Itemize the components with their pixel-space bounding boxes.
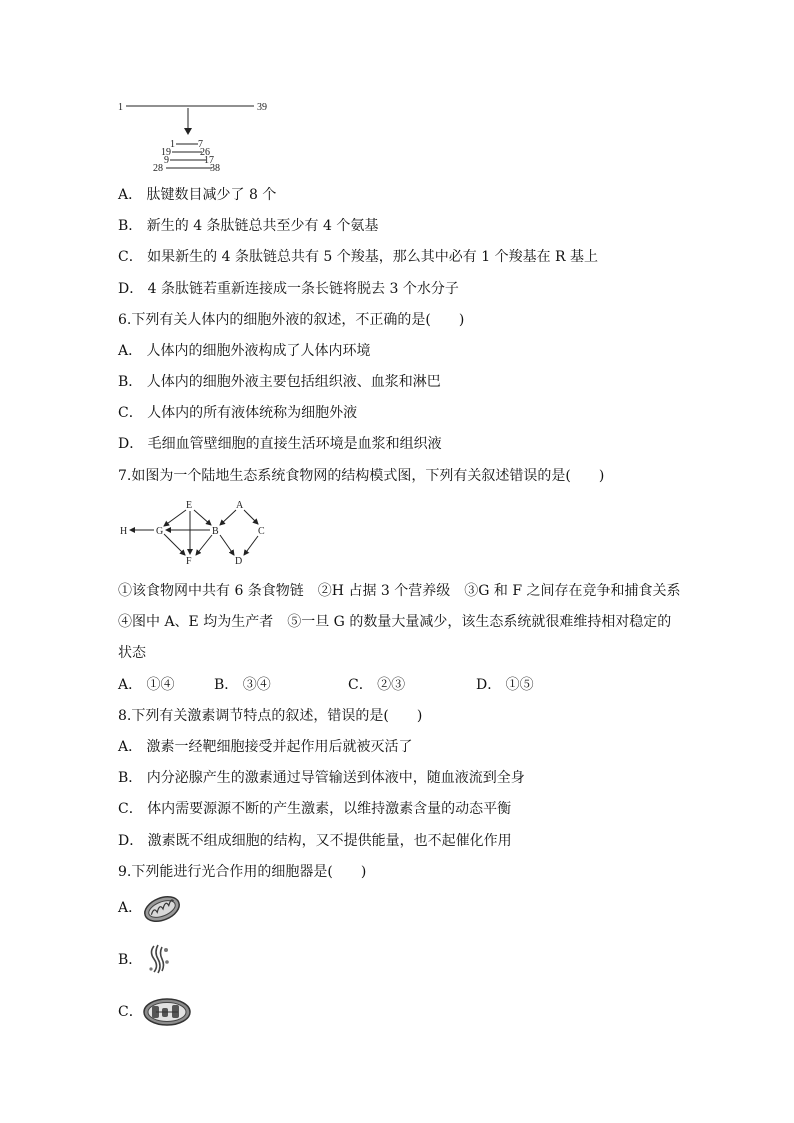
arrow-head — [184, 128, 192, 135]
q5-option-a: A． 肽键数目减少了 8 个 — [118, 187, 277, 203]
node-f: F — [186, 556, 192, 567]
q7-option-d: D． ①⑤ — [476, 677, 534, 693]
peptide-chain-figure — [114, 96, 284, 176]
q8-option-b: B． 内分泌腺产生的激素通过导管输送到体液中，随血液流到全身 — [118, 770, 525, 786]
q7-statements-line-3: 状态 — [118, 645, 146, 661]
q9-option-c-label: C． — [118, 1004, 143, 1020]
node-e: E — [186, 500, 193, 511]
node-a: A — [236, 500, 244, 511]
edge-g-f — [164, 534, 185, 555]
fragment-number-28: 28 — [153, 163, 163, 174]
q7-option-b: B． ③④ — [214, 677, 271, 693]
q7-options — [118, 675, 534, 695]
edge-b-d — [220, 535, 234, 555]
chain-end-label: 39 — [257, 102, 267, 113]
q6-option-a: A． 人体内的细胞外液构成了人体内环境 — [118, 343, 371, 359]
mitochondrion-icon — [142, 892, 184, 926]
q7-statements-line-1: ①该食物网中共有 6 条食物链 ②H 占据 3 个营养级 ③G 和 F 之间存在竞争和捕食关系 — [118, 583, 681, 599]
edge-c-d — [244, 536, 258, 555]
q7-option-a: A． ①④ — [118, 677, 175, 693]
golgi-apparatus-icon — [146, 942, 172, 976]
q8-option-d: D． 激素既不组成细胞的结构，又不提供能量，也不起催化作用 — [118, 833, 512, 849]
edge-e-b — [194, 510, 211, 525]
q6-stem: 6.下列有关人体内的细胞外液的叙述，不正确的是( ) — [118, 312, 465, 328]
q8-option-a: A． 激素一经靶细胞接受并起作用后就被灭活了 — [118, 739, 413, 755]
q9-stem: 9.下列能进行光合作用的细胞器是( ) — [118, 864, 367, 880]
q8-stem: 8.下列有关激素调节特点的叙述，错误的是( ) — [118, 708, 423, 724]
edge-a-b — [220, 510, 236, 525]
q6-option-b: B． 人体内的细胞外液主要包括组织液、血浆和淋巴 — [118, 374, 441, 390]
q8-option-c: C． 体内需要源源不断的产生激素，以维持激素含量的动态平衡 — [118, 801, 512, 817]
node-b: B — [212, 526, 219, 537]
node-d: D — [235, 556, 243, 567]
q7-statements-line-2: ④图中 A、E 均为生产者 ⑤一旦 G 的数量大量减少，该生态系统就很难维持相对稳定的 — [118, 614, 672, 630]
node-c: C — [258, 526, 265, 537]
edge-a-c — [244, 510, 258, 524]
q6-option-d: D． 毛细血管壁细胞的直接生活环境是血浆和组织液 — [118, 436, 442, 452]
fragment-number-1: 1 — [170, 139, 175, 150]
q9-option-b-label: B． — [118, 952, 143, 968]
chain-start-label: 1 — [118, 102, 123, 113]
fragment-number-7: 7 — [198, 139, 203, 150]
fragment-number-17: 17 — [204, 155, 214, 166]
food-web-diagram — [114, 496, 274, 570]
node-h: H — [120, 526, 128, 537]
fragment-number-19: 19 — [161, 147, 171, 158]
chloroplast-icon — [142, 996, 192, 1028]
q9-option-a-label: A． — [118, 900, 143, 916]
edge-b-f — [196, 535, 212, 555]
q5-option-d: D． 4 条肽链若重新连接成一条长链将脱去 3 个水分子 — [118, 281, 459, 297]
fragment-number-38: 38 — [210, 163, 220, 174]
q5-option-c: C． 如果新生的 4 条肽链总共有 5 个羧基，那么其中必有 1 个羧基在 R 基上 — [118, 249, 599, 265]
fragment-number-26: 26 — [200, 147, 210, 158]
q7-option-c: C． ②③ — [348, 677, 406, 693]
fragment-number-9: 9 — [164, 155, 169, 166]
q6-option-c: C． 人体内的所有液体统称为细胞外液 — [118, 405, 358, 421]
q5-option-b: B． 新生的 4 条肽链总共至少有 4 个氨基 — [118, 218, 379, 234]
q7-stem: 7.如图为一个陆地生态系统食物网的结构模式图，下列有关叙述错误的是( ) — [118, 468, 605, 484]
node-g: G — [156, 526, 164, 537]
edge-e-g — [164, 510, 186, 526]
